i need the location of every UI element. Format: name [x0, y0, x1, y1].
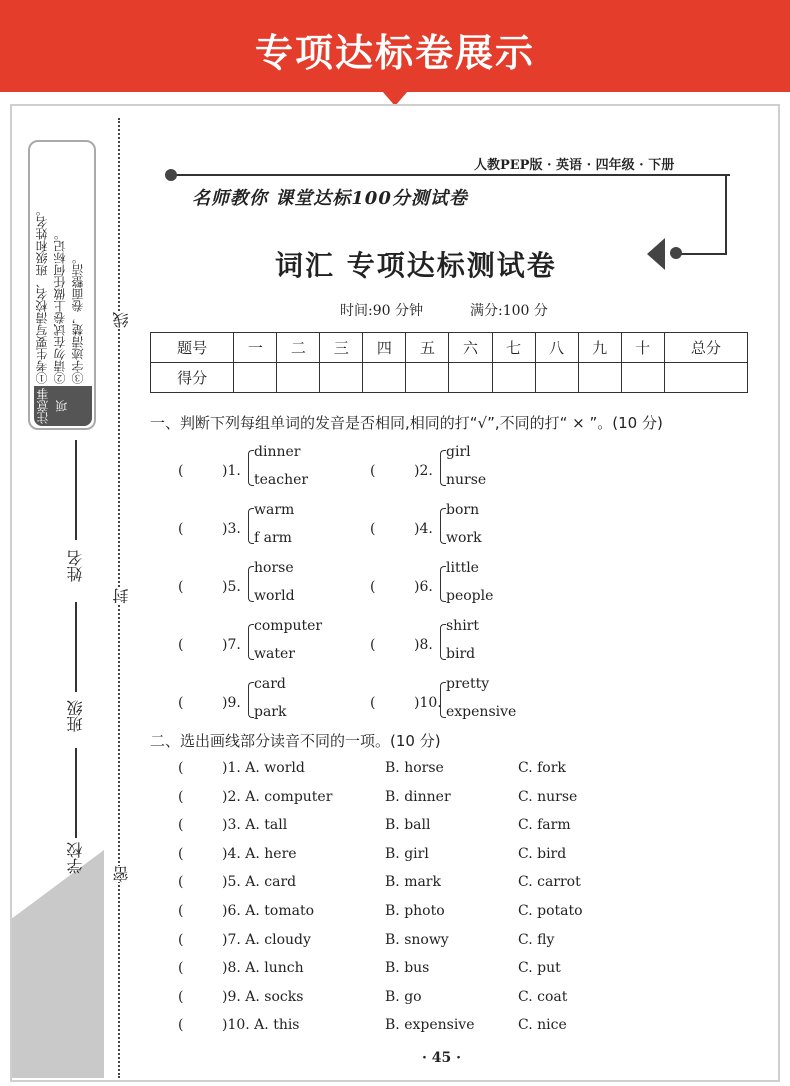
score-row-label: 得分 [151, 363, 234, 393]
score-cell[interactable] [449, 363, 492, 393]
word: expensive [446, 704, 517, 720]
item-number: )4. [414, 521, 433, 537]
option-c: C. bird [518, 845, 567, 862]
word: little [446, 560, 479, 576]
word: horse [254, 560, 294, 576]
word: teacher [254, 472, 309, 488]
score-cell[interactable] [578, 363, 621, 393]
word: park [254, 704, 287, 720]
item-number: )2. [414, 463, 433, 479]
option-a: )5. A. card [222, 874, 297, 891]
option-c: C. carrot [518, 874, 581, 891]
score-table-head: 总分 [664, 333, 747, 363]
item-number: )5. [222, 579, 241, 595]
option-c: C. coat [518, 988, 568, 1005]
option-c: C. fork [518, 760, 566, 776]
score-table-head: 题号 [151, 333, 234, 363]
word: girl [446, 444, 471, 460]
option-b: B. mark [385, 874, 441, 891]
option-c: C. potato [518, 903, 583, 919]
deco-dot [670, 247, 682, 259]
deco-bracket-foot [680, 253, 727, 255]
deco-triangle [647, 238, 665, 270]
series-dot [165, 169, 177, 181]
test-title: 词汇 专项达标测试卷 [275, 249, 557, 282]
option-c: C. fly [518, 931, 555, 948]
word: nurse [446, 472, 487, 488]
answer-paren[interactable]: ( [178, 463, 184, 479]
score-cell[interactable] [363, 363, 406, 393]
answer-paren[interactable]: ( [178, 637, 184, 653]
score-cell[interactable] [621, 363, 664, 393]
score-table-head: 四 [363, 333, 406, 363]
score-table-head: 一 [234, 333, 277, 363]
option-b: B. photo [385, 903, 445, 919]
score-table-head: 五 [406, 333, 449, 363]
score-table-head: 七 [492, 333, 535, 363]
score-table-head: 六 [449, 333, 492, 363]
score-cell[interactable] [277, 363, 320, 393]
word: born [446, 502, 480, 518]
option-c: C. put [518, 960, 561, 977]
word: pretty [446, 676, 490, 692]
option-a: )3. A. tall [222, 817, 288, 834]
banner-title: 专项达标卷展示 [254, 31, 535, 75]
answer-paren[interactable]: ( [370, 695, 376, 711]
option-b: B. ball [385, 817, 431, 834]
score-cell[interactable] [535, 363, 578, 393]
class-label: 班级 [66, 700, 85, 732]
score-table-head: 八 [535, 333, 578, 363]
option-a: )9. A. socks [222, 988, 304, 1005]
score-cell[interactable] [406, 363, 449, 393]
section-2-title: 二、选出画线部分读音不同的一项。(10 分) [150, 732, 441, 750]
class-field-line [75, 602, 77, 692]
edition-label: 人教PEP版 · 英语 · 四年级 · 下册 [474, 158, 675, 173]
answer-paren[interactable]: ( [370, 463, 376, 479]
option-b: B. expensive [385, 1017, 475, 1034]
score-cell[interactable] [664, 363, 747, 393]
full-score: 满分:100 分 [470, 303, 548, 319]
answer-paren[interactable]: ( [178, 1017, 184, 1034]
section-1-title: 一、判断下列每组单词的发音是否相同,相同的打“√”,不同的打“ × ”。(10 分) [150, 414, 663, 432]
option-a: )10. A. this [222, 1017, 300, 1034]
score-table-head: 九 [578, 333, 621, 363]
answer-paren[interactable]: ( [178, 760, 184, 776]
option-b: B. snowy [385, 931, 449, 948]
name-field-line [75, 440, 77, 540]
notice-heading-text: 注意事项 [36, 388, 69, 424]
answer-paren[interactable]: ( [178, 874, 184, 891]
word: computer [254, 618, 323, 634]
notice-heading [34, 386, 92, 426]
option-b: B. girl [385, 845, 429, 862]
answer-paren[interactable]: ( [178, 931, 184, 948]
answer-paren[interactable]: ( [178, 903, 184, 919]
series-title: 名师教你 课堂达标100分测试卷 [192, 188, 468, 209]
answer-paren[interactable]: ( [178, 845, 184, 862]
answer-paren[interactable]: ( [178, 817, 184, 834]
notice-box [28, 140, 96, 430]
item-number: )10. [414, 695, 442, 711]
option-c: C. nice [518, 1017, 567, 1034]
score-table-score-row [151, 363, 748, 393]
item-number: )1. [222, 463, 241, 479]
option-a: )4. A. here [222, 845, 297, 862]
answer-paren[interactable]: ( [178, 988, 184, 1005]
school-label: 学校 [66, 842, 85, 874]
score-table-head: 十 [621, 333, 664, 363]
item-number: )7. [222, 637, 241, 653]
word: people [446, 588, 494, 604]
score-table-header-row [151, 333, 748, 363]
word: f arm [254, 530, 292, 546]
name-label: 姓名 [66, 550, 85, 582]
answer-paren[interactable]: ( [178, 695, 184, 711]
deco-bracket [725, 174, 727, 254]
word: dinner [254, 444, 301, 460]
item-number: )9. [222, 695, 241, 711]
score-table [150, 332, 748, 393]
word: shirt [446, 618, 479, 634]
option-c: C. farm [518, 817, 571, 834]
answer-paren[interactable]: ( [370, 521, 376, 537]
item-number: )8. [414, 637, 433, 653]
word: world [254, 588, 295, 604]
option-a: )8. A. lunch [222, 960, 304, 977]
word: warm [254, 502, 295, 518]
score-cell[interactable] [492, 363, 535, 393]
cut-mark-secret: 密 [112, 866, 131, 882]
time-limit: 时间:90 分钟 [340, 303, 423, 319]
score-table-head: 三 [320, 333, 363, 363]
option-a: )1. A. world [222, 760, 305, 776]
score-cell[interactable] [234, 363, 277, 393]
option-b: B. go [385, 988, 422, 1005]
item-number: )6. [414, 579, 433, 595]
answer-paren[interactable]: ( [178, 521, 184, 537]
page-number: · 45 · [422, 1050, 461, 1066]
notice-line-2: ②请勿在试卷上做任何标记。 [53, 228, 67, 384]
answer-paren[interactable]: ( [178, 960, 184, 977]
school-field-line [75, 748, 77, 838]
option-b: B. horse [385, 760, 444, 776]
cut-mark-seal: 封 [112, 588, 131, 604]
notice-line-1: ①考生要写清校名、班级和姓名。 [35, 204, 49, 384]
option-b: B. bus [385, 960, 430, 977]
item-number: )3. [222, 521, 241, 537]
answer-paren[interactable]: ( [370, 579, 376, 595]
series-rule [170, 174, 730, 176]
word: bird [446, 646, 476, 662]
option-b: B. dinner [385, 788, 451, 805]
cut-mark-line: 线 [112, 312, 131, 328]
option-a: )6. A. tomato [222, 903, 315, 919]
score-cell[interactable] [320, 363, 363, 393]
answer-paren[interactable]: ( [178, 788, 184, 805]
word: work [446, 530, 482, 546]
score-table-head: 二 [277, 333, 320, 363]
option-c: C. nurse [518, 788, 578, 805]
option-a: )2. A. computer [222, 788, 333, 805]
answer-paren[interactable]: ( [178, 579, 184, 595]
word: water [254, 646, 295, 662]
word: card [254, 676, 286, 692]
option-a: )7. A. cloudy [222, 931, 311, 948]
answer-paren[interactable]: ( [370, 637, 376, 653]
notice-line-3: ③字迹清楚，卷面整洁。 [71, 252, 85, 384]
